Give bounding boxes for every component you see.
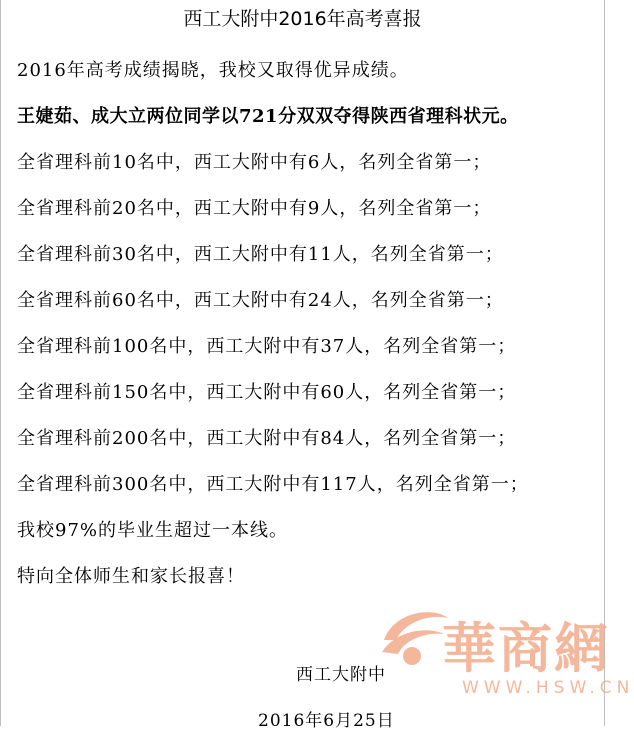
signature: 西工大附中 xyxy=(296,665,386,685)
ranking-line: 全省理科前100名中，西工大附中有37人，名列全省第一； xyxy=(17,336,517,357)
closing-text: 特向全体师生和家长报喜！ xyxy=(17,566,245,587)
document-date: 2016年6月25日 xyxy=(258,711,395,731)
ranking-line: 全省理科前300名中，西工大附中有117人，名列全省第一； xyxy=(17,474,529,495)
graduation-text: 我校97%的毕业生超过一本线。 xyxy=(17,520,289,541)
ranking-line: 全省理科前20名中，西工大附中有9人，名列全省第一； xyxy=(17,198,492,219)
intro-text: 2016年高考成绩揭晓，我校又取得优异成绩。 xyxy=(17,60,409,81)
ranking-line: 全省理科前10名中，西工大附中有6人，名列全省第一； xyxy=(17,152,492,173)
hsw-watermark xyxy=(372,598,634,723)
watermark-url: WWW.HSW.CN xyxy=(462,678,634,698)
ranking-line: 全省理科前200名中，西工大附中有84人，名列全省第一； xyxy=(17,428,517,449)
highlight-text: 王婕茹、成大立两位同学以721分双双夺得陕西省理科状元。 xyxy=(17,106,519,127)
ranking-line: 全省理科前150名中，西工大附中有60人，名列全省第一； xyxy=(17,382,517,403)
page-title: 西工大附中2016年高考喜报 xyxy=(183,8,422,30)
ranking-line: 全省理科前60名中，西工大附中有24人，名列全省第一； xyxy=(17,290,504,311)
watermark-brand: 華商網 xyxy=(442,616,610,680)
ranking-line: 全省理科前30名中，西工大附中有11人，名列全省第一； xyxy=(17,244,504,265)
